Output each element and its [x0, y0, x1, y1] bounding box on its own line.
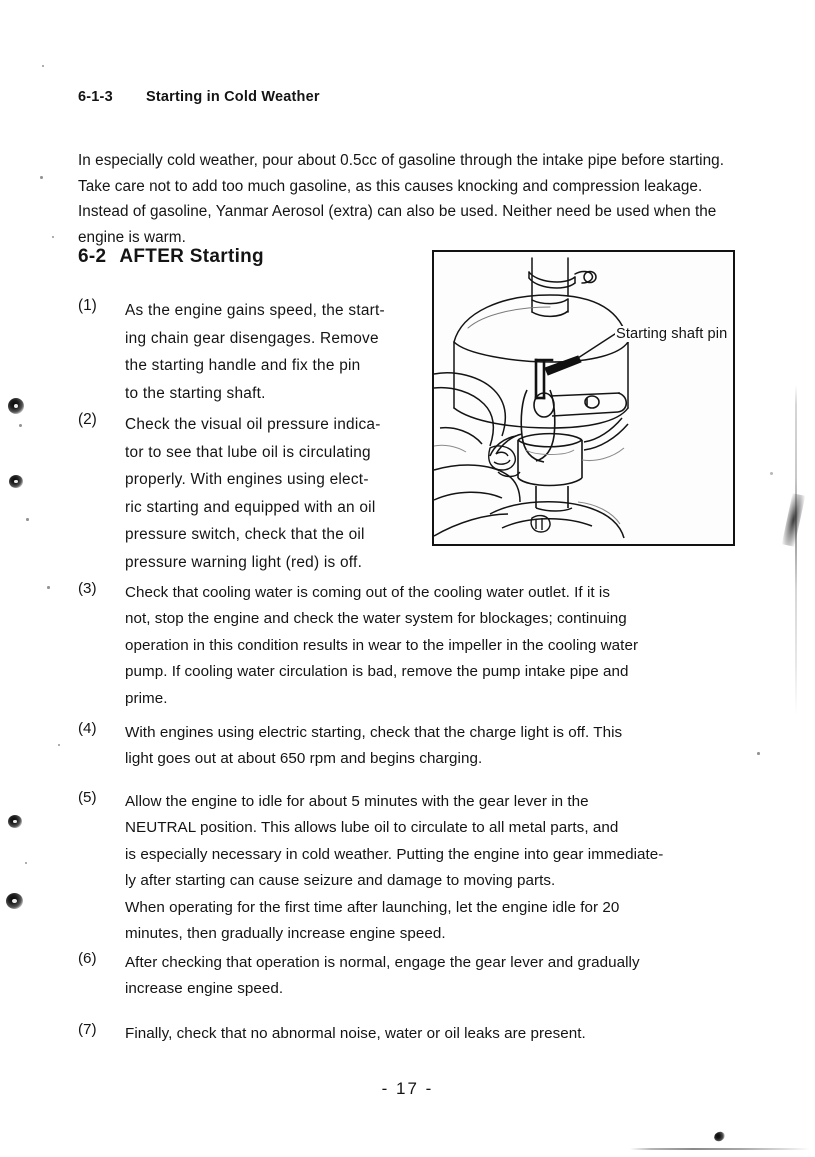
scan-artifact-page-edge — [795, 385, 797, 715]
scan-artifact-speck — [757, 752, 760, 755]
scan-artifact-blot — [9, 475, 23, 488]
list-item-line: ing chain gear disengages. Remove — [125, 329, 379, 347]
list-item-line: Finally, check that no abnormal noise, water or oil leaks are present. — [125, 1025, 586, 1042]
list-item — [78, 411, 418, 576]
list-item-line: After checking that operation is normal, engage the gear lever and gradually — [125, 954, 640, 971]
scan-artifact-speck — [19, 424, 22, 427]
list-item-marker: (5) — [78, 789, 97, 806]
list-item-marker: (7) — [78, 1021, 97, 1038]
list-item-line: With engines using electric starting, check that the charge light is off. This — [125, 724, 623, 741]
scan-artifact-blot — [6, 893, 23, 909]
scan-artifact-speck — [58, 744, 60, 746]
list-item-line: Allow the engine to idle for about 5 minutes with the gear lever in the — [125, 793, 589, 810]
list-item-marker: (6) — [78, 950, 97, 967]
list-item-line: minutes, then gradually increase engine speed. — [125, 925, 446, 943]
scan-artifact-speck — [25, 862, 27, 864]
list-item-text — [125, 720, 733, 773]
list-item-line: operation in this condition results in wear to the impeller in the cooling water — [125, 636, 639, 654]
list-item — [78, 720, 733, 773]
list-item-text — [125, 950, 733, 1003]
scan-artifact-speck — [42, 65, 44, 67]
figure-starting-shaft-pin — [432, 250, 735, 546]
scan-artifact-blot — [8, 815, 22, 828]
list-item-line: properly. With engines using elect- — [125, 471, 369, 488]
list-item-line: increase engine speed. — [125, 980, 284, 998]
list-item-line: is especially necessary in cold weather. Putting the engine into gear immediate- — [125, 845, 664, 863]
list-item — [78, 789, 733, 947]
list-item-text — [125, 580, 733, 712]
list-item-text — [125, 297, 418, 407]
list-item-marker: (3) — [78, 580, 97, 597]
scan-artifact-speck — [40, 176, 43, 179]
scan-artifact-edge-scuff — [782, 493, 806, 547]
list-item-text — [125, 789, 733, 947]
list-item — [78, 950, 733, 1003]
list-item — [78, 1021, 733, 1047]
list-item-line: pump. If cooling water circulation is bad, remove the pump intake pipe and — [125, 663, 629, 681]
scan-artifact-speck — [770, 472, 773, 475]
list-item-line: tor to see that lube oil is circulating — [125, 443, 371, 461]
list-item-line: Check the visual oil pressure indica- — [125, 416, 381, 433]
list-item-line: ric starting and equipped with an oil — [125, 498, 376, 516]
figure-callout-label: Starting shaft pin — [616, 326, 728, 342]
subsection-title: Starting in Cold Weather — [146, 89, 320, 105]
list-item-line: ly after starting can cause seizure and damage to moving parts. — [125, 872, 556, 890]
list-item — [78, 297, 418, 407]
list-item-line: pressure switch, check that the oil — [125, 526, 365, 543]
figure-line-drawing — [432, 250, 735, 546]
list-item-line: to the starting shaft. — [125, 384, 266, 402]
list-item-line: When operating for the first time after launching, let the engine idle for 20 — [125, 898, 620, 916]
list-item-line: Check that cooling water is coming out of the cooling water outlet. If it is — [125, 584, 610, 601]
list-item-line: pressure warning light (red) is off. — [125, 553, 363, 571]
list-item-line: not, stop the engine and check the water system for blockages; continuing — [125, 610, 627, 628]
scan-artifact-speck — [52, 236, 54, 238]
section-number: 6-2 — [78, 246, 107, 267]
intro-paragraph: In especially cold weather, pour about 0.5cc of gasoline through the intake pipe before starting. Take care not to add too much gasoline, as this causes knocking and compression leakage. Instead of gasoline, Yanmar Aerosol (extra) can also be used. Neither need be used when the engine is warm. — [78, 152, 725, 247]
list-item-marker: (2) — [78, 411, 97, 428]
scan-artifact-speck — [26, 518, 29, 521]
scan-artifact-blot — [8, 398, 24, 414]
list-item-line: the starting handle and fix the pin — [125, 357, 361, 374]
scan-artifact-blot — [713, 1130, 727, 1143]
subsection-number: 6-1-3 — [78, 89, 113, 105]
section-heading — [78, 246, 264, 268]
list-item-line: light goes out at about 650 rpm and begins charging. — [125, 750, 483, 768]
section-title: AFTER Starting — [119, 246, 264, 267]
list-item-text — [125, 1021, 733, 1047]
list-item-line: NEUTRAL position. This allows lube oil to circulate to all metal parts, and — [125, 819, 619, 837]
page-number: - 17 - — [381, 1079, 434, 1098]
list-item-marker: (4) — [78, 720, 97, 737]
list-item — [78, 580, 733, 712]
scan-artifact-speck — [47, 586, 50, 589]
scan-artifact-bottom-edge — [630, 1148, 810, 1150]
list-item-marker: (1) — [78, 297, 97, 314]
list-item-text — [125, 411, 418, 576]
list-item-line: As the engine gains speed, the start- — [125, 302, 385, 319]
list-item-line: prime. — [125, 689, 168, 707]
